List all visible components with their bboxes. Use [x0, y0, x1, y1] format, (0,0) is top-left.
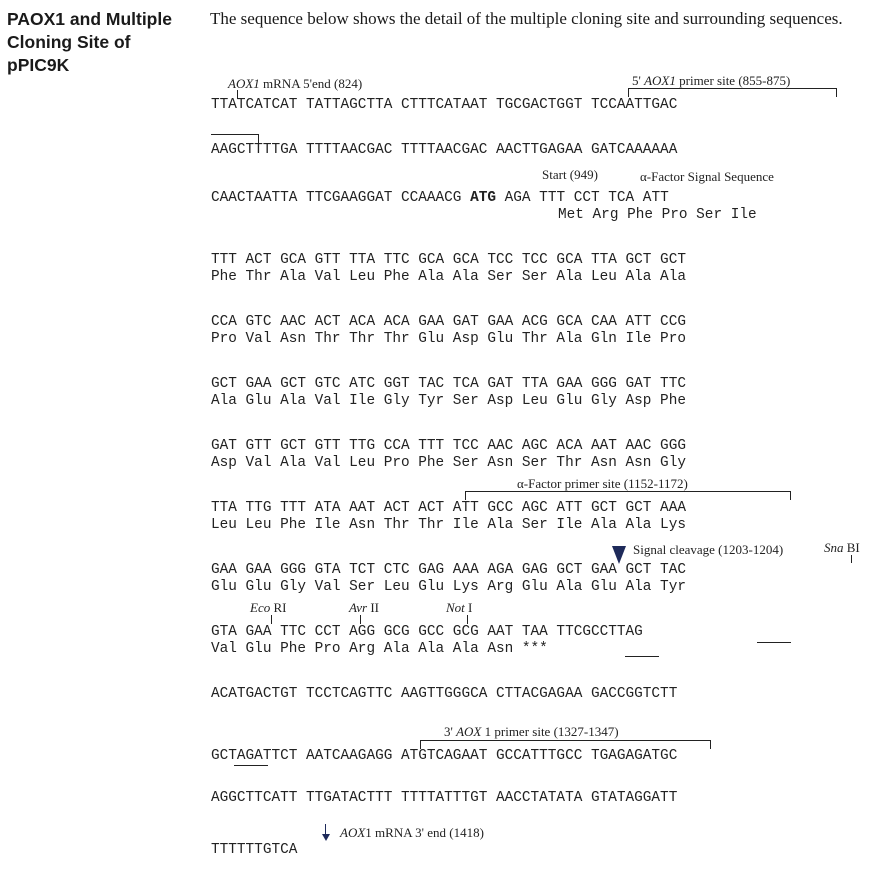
- snabi-label: Sna BI: [824, 540, 860, 555]
- stop-symbol-underline: [625, 656, 659, 657]
- aa-line-5: Pro Val Asn Thr Thr Thr Glu Asp Glu Thr Ala Gln Ile Pro: [211, 331, 686, 347]
- aox1-3end-label: AOX1 mRNA 3' end (1418): [340, 825, 484, 840]
- aa-line-9: Glu Glu Gly Val Ser Leu Glu Lys Arg Glu Ala Glu Ala Tyr: [211, 579, 686, 595]
- snabi-tick: [851, 555, 852, 563]
- alpha-primer-bracket-left: [465, 491, 466, 500]
- aox1-3end-arrow-icon: [322, 834, 330, 841]
- noti-tick: [467, 615, 468, 624]
- seq-line-14: TTTTTTGTCA: [211, 842, 298, 858]
- stop-codon-underline: [757, 642, 791, 643]
- seq-line-12: GCTAGATTCT AATCAAGAGG ATGTCAGAAT GCCATTTGCC TGAGAGATGC: [211, 748, 678, 764]
- ecori-label: Eco RI: [250, 600, 287, 615]
- aox1-5end-label: AOX1 mRNA 5'end (824): [228, 76, 363, 91]
- aa-line-10: Val Glu Phe Pro Arg Ala Ala Ala Asn ***: [211, 641, 548, 657]
- aa-line-7: Asp Val Ala Val Leu Pro Phe Ser Asn Ser Thr Asn Asn Gly: [211, 455, 686, 471]
- alpha-primer-bracket-top: [465, 491, 790, 492]
- seq-line-9: GAA GAA GGG GTA TCT CTC GAG AAA AGA GAG GCT GAA GCT TAC: [211, 562, 686, 578]
- tag-underline: [234, 765, 268, 766]
- seq-line-8: TTA TTG TTT ATA AAT ACT ACT ATT GCC AGC ATT GCT GCT AAA: [211, 500, 686, 516]
- primer5-bracket-top: [628, 88, 836, 89]
- primer5-label: 5' AOX1 primer site (855-875): [632, 73, 791, 88]
- alpha-primer-label: α-Factor primer site (1152-1172): [517, 476, 688, 491]
- seq-line-7: GAT GTT GCT GTT TTG CCA TTT TCC AAC AGC ACA AAT AAC GGG: [211, 438, 686, 454]
- signal-cleavage-label: Signal cleavage (1203-1204): [633, 542, 784, 557]
- avrii-tick: [360, 615, 361, 624]
- seq-line-11: ACATGACTGT TCCTCAGTTC AAGTTGGGCA CTTACGAGAA GACCGGTCTT: [211, 686, 678, 702]
- aa-line-4: Phe Thr Ala Val Leu Phe Ala Ala Ser Ser Ala Leu Ala Ala: [211, 269, 686, 285]
- alpha-signal-label: α-Factor Signal Sequence: [640, 169, 774, 184]
- aa-line-8: Leu Leu Phe Ile Asn Thr Thr Ile Ala Ser Ile Ala Ala Lys: [211, 517, 686, 533]
- primer5-bracket-right: [836, 88, 837, 97]
- start-label: Start (949): [542, 167, 598, 182]
- avrii-label: Avr II: [349, 600, 379, 615]
- seq-line-3: CAACTAATTA TTCGAAGGAT CCAAACG ATG AGA TTT CCT TCA ATT: [211, 190, 669, 206]
- primer5-bracket-left: [628, 88, 629, 97]
- primer3-bracket-right: [710, 740, 711, 749]
- side-title: PAOX1 and Multiple Cloning Site of pPIC9K: [7, 9, 172, 75]
- aa-line-6: Ala Glu Ala Val Ile Gly Tyr Ser Asp Leu Glu Gly Asp Phe: [211, 393, 686, 409]
- seq-line-6: GCT GAA GCT GTC ATC GGT TAC TCA GAT TTA GAA GGG GAT TTC: [211, 376, 686, 392]
- seq-line-13: AGGCTTCATT TTGATACTTT TTTTATTTGT AACCTATATA GTATAGGATT: [211, 790, 678, 806]
- ecori-tick: [271, 615, 272, 624]
- start-codon: ATG: [470, 190, 496, 206]
- primer3-label: 3' AOX 1 primer site (1327-1347): [444, 724, 619, 739]
- primer3-bracket-top: [420, 740, 710, 741]
- seq-line-5: CCA GTC AAC ACT ACA ACA GAA GAT GAA ACG GCA CAA ATT CCG: [211, 314, 686, 330]
- intro-paragraph: The sequence below shows the detail of the multiple cloning site and surrounding sequences.: [210, 9, 843, 28]
- aa-line-3: Met Arg Phe Pro Ser Ile: [558, 207, 757, 223]
- primer5-bracket-end: [211, 134, 258, 135]
- alpha-primer-bracket-right: [790, 491, 791, 500]
- seq-line-10: GTA GAA TTC CCT AGG GCG GCC GCG AAT TAA TTCGCCTTAG: [211, 624, 643, 640]
- noti-label: Not I: [446, 600, 473, 615]
- seq-line-4: TTT ACT GCA GTT TTA TTC GCA GCA TCC TCC GCA TTA GCT GCT: [211, 252, 686, 268]
- seq-line-2: AAGCTTTTGA TTTTAACGAC TTTTAACGAC AACTTGAGAA GATCAAAAAA: [211, 142, 678, 158]
- seq-line-1: TTATCATCAT TATTAGCTTA CTTTCATAAT TGCGACTGGT TCCAATTGAC: [211, 97, 678, 113]
